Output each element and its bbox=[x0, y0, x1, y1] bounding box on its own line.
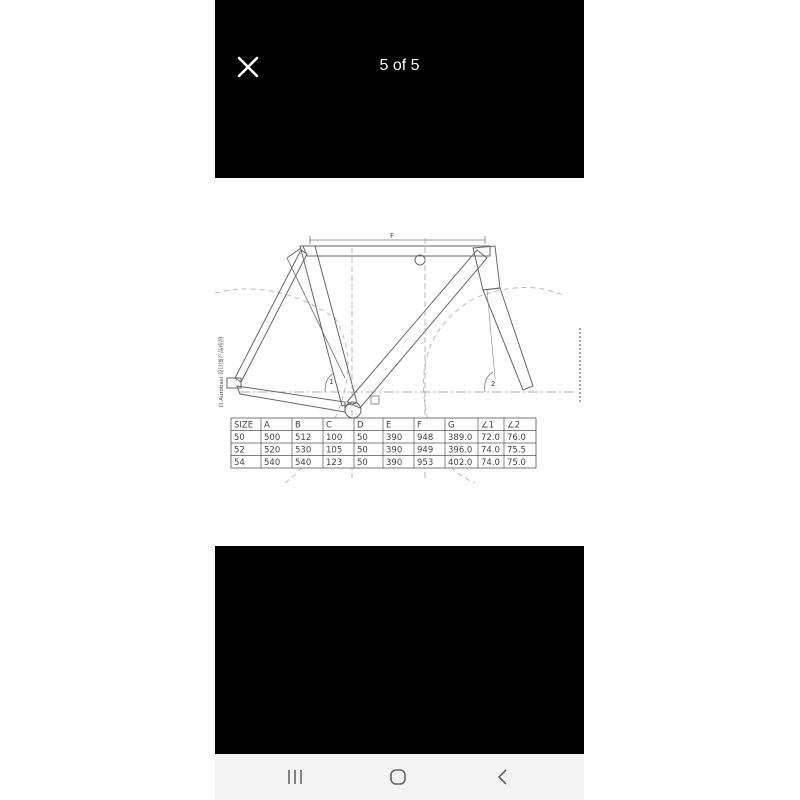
table-cell: 105 bbox=[326, 445, 343, 456]
image-viewer bbox=[215, 0, 584, 800]
spec-table bbox=[231, 418, 536, 468]
table-cell: 530 bbox=[295, 445, 312, 456]
table-cell: 50 bbox=[234, 433, 245, 443]
table-cell: 500 bbox=[264, 433, 281, 443]
table-cell: 949 bbox=[417, 445, 434, 456]
table-cell: 389.0 bbox=[448, 433, 473, 443]
viewer-bottom-bar bbox=[215, 546, 584, 754]
table-header-cell: E bbox=[386, 420, 392, 431]
viewer-top-bar bbox=[215, 0, 584, 178]
table-header-cell: ∠1 bbox=[481, 420, 495, 431]
table-cell: 54 bbox=[234, 458, 245, 468]
table-cell: 396.0 bbox=[448, 445, 473, 456]
table-header-cell: C bbox=[326, 420, 332, 431]
table-cell: 50 bbox=[357, 458, 368, 468]
table-cell: 540 bbox=[264, 458, 281, 468]
table-cell: 52 bbox=[234, 445, 245, 456]
home-button[interactable] bbox=[378, 762, 418, 792]
table-header-cell: B bbox=[295, 420, 301, 431]
back-icon bbox=[482, 762, 522, 792]
table-cell: 540 bbox=[295, 458, 312, 468]
table-cell: 100 bbox=[326, 433, 343, 443]
dimension-label: F bbox=[390, 232, 395, 240]
recents-button[interactable] bbox=[275, 762, 315, 792]
table-header-cell: F bbox=[417, 420, 422, 431]
table-cell: 512 bbox=[295, 433, 312, 443]
table-cell: 50 bbox=[357, 433, 368, 443]
frame-drawing bbox=[215, 178, 584, 546]
table-cell: 948 bbox=[417, 433, 434, 443]
table-cell: 74.0 bbox=[481, 445, 500, 456]
svg-text:2: 2 bbox=[491, 380, 496, 388]
back-button[interactable] bbox=[482, 762, 522, 792]
table-cell: 74.0 bbox=[481, 458, 500, 468]
table-header-cell: ∠2 bbox=[507, 420, 521, 431]
table-cell: 390 bbox=[386, 433, 403, 443]
table-cell: 76.0 bbox=[507, 433, 526, 443]
image-counter: 5 of 5 bbox=[379, 57, 420, 74]
home-icon bbox=[378, 762, 418, 792]
table-header-cell: A bbox=[264, 420, 270, 431]
table-cell: 390 bbox=[386, 445, 403, 456]
table-cell: 50 bbox=[357, 445, 368, 456]
frame-geometry-image[interactable] bbox=[215, 178, 584, 546]
table-cell: 123 bbox=[326, 458, 343, 468]
table-cell: 72.0 bbox=[481, 433, 500, 443]
svg-text:1: 1 bbox=[329, 378, 334, 386]
system-nav-bar bbox=[215, 754, 584, 800]
table-header-cell: G bbox=[448, 420, 455, 431]
table-cell: 402.0 bbox=[448, 458, 473, 468]
table-cell: 75.5 bbox=[507, 445, 526, 456]
table-cell: 390 bbox=[386, 458, 403, 468]
recents-icon bbox=[275, 762, 315, 792]
table-cell: 953 bbox=[417, 458, 434, 468]
table-header-cell: D bbox=[357, 420, 364, 431]
table-cell: 75.0 bbox=[507, 458, 526, 468]
table-cell: 520 bbox=[264, 445, 281, 456]
table-header-cell: SIZE bbox=[234, 420, 254, 431]
side-label: 自 Aurobasi 设计图产品检测 bbox=[219, 336, 225, 408]
